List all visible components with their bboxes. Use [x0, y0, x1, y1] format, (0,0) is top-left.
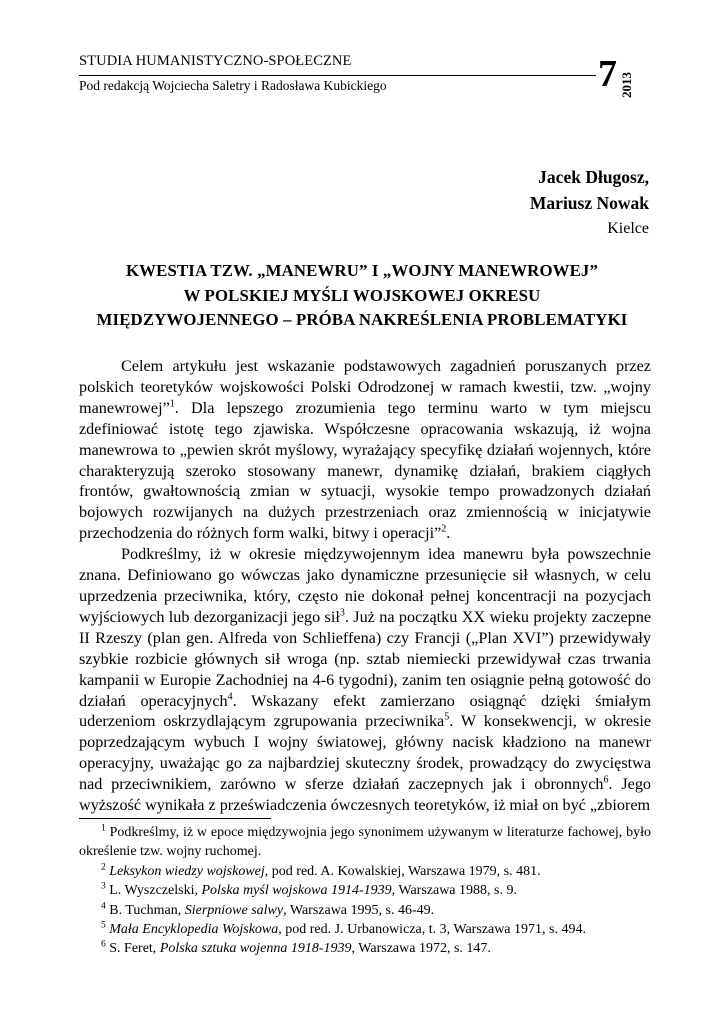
footnote-text: , Warszawa 1972, s. 147. [351, 941, 491, 957]
p1-text-b: . Dla lepszego zrozumienia tego terminu warto w tym miejscu zdefiniować istotę tego zjawiska. Współczesne opracowania wskazują, iż wojna manewrowa to „pewien skrót myślowy, wyrażający specyfikę działań wojennych, które charakteryzują szeroko stosowany manewr, dynamikę działań, brakiem ciągłych frontów, gwałtownością zmian w sytuacji, wysokie tempo prowadzonych działań bojowych rozwijanych na dużych przestrzeniach oraz zmiennością w inicjatywie przechodzenia do różnych form walki, bitwy i operacji” [79, 398, 651, 543]
footnote-ref-4[interactable]: 4 [227, 691, 233, 703]
author-city: Kielce [607, 220, 649, 237]
footnote-italic: Sierpniowe salwy [184, 902, 284, 918]
issue-number: 7 [598, 53, 617, 95]
footnote-number: 5 [101, 920, 106, 931]
footnote [79, 939, 651, 958]
running-header [79, 52, 641, 70]
p2-text-d: . W konsekwencji, w okresie poprzedzającym wybuch I wojny światowej, główny nacisk kładziono na manewr operacyjny, uważając go za najbardziej skuteczny środek, prowadzący do zwycięstwa nad przeciwnikiem, zarówno w sferze działań zaczepnych jak i obronnych [79, 712, 652, 794]
paragraph-2 [79, 544, 651, 816]
footnote [79, 823, 651, 862]
footnote-separator [79, 818, 271, 819]
issue-year-wrap [619, 72, 636, 138]
footnote-ref-5[interactable]: 5 [444, 712, 450, 724]
editors-line: Pod redakcją Wojciecha Saletry i Radosława Kubickiego [79, 78, 387, 93]
footnote [79, 920, 651, 939]
footnote-ref-1[interactable]: 1 [169, 398, 175, 410]
footnote-number: 2 [101, 862, 106, 873]
footnote-number: 6 [101, 939, 106, 950]
footnote-text: Podkreślmy, iż w epoce międzywojnia jego synonimem używanym w literaturze fachowej, było określenie tzw. wojny ruchomej. [79, 825, 651, 860]
p2-text-c: . Wskazany efekt zamierzano osiągnąć dzięki śmiałym uderzeniom oskrzydlającym zgrupowania przeciwnika [79, 691, 651, 731]
author-1: Jacek Długosz, [538, 167, 649, 187]
footnote-text: , pod red. J. Urbanowicza, t. 3, Warszawa 1971, s. 494. [278, 922, 586, 938]
article-body [79, 356, 651, 816]
footnote [79, 862, 651, 881]
p1-text-c: . [446, 524, 451, 543]
footnote-text: S. Feret, [109, 941, 160, 957]
footnote-text: B. Tuchman, [109, 902, 185, 918]
title-line-1: KWESTIA TZW. „MANEWRU” I „WOJNY MANEWROWEJ” [125, 261, 599, 280]
footnote [79, 881, 651, 900]
footnote-number: 4 [101, 900, 106, 911]
p2-text-a: Podkreślmy, iż w okresie międzywojennym idea manewru była powszechnie znana. Definiowano go wówczas jako dynamiczne przesunięcie sił własnych, w celu uprzedzenia przeciwnika, który, często nie dokonał pełnej koncentracji na pozycjach wyjściowych lub dezorganizacji jego sił [79, 545, 651, 626]
footnotes [79, 823, 651, 959]
p2-text-b: . Już na początku XX wieku projekty zaczepne II Rzeszy (plan gen. Alfreda von Schlieffena) czy Francji („Plan XVI”) przewidywały szybkie rozbicie głównych sił wroga (np. sztab niemiecki przewidywał czas trwania kampanii w Europie Zachodniej na 4-6 tygodni), zanim ten osiągnie pełną gotowość do działań operacyjnych [79, 607, 652, 710]
footnote-number: 3 [101, 881, 106, 892]
footnote-text: , Warszawa 1988, s. 9. [391, 883, 517, 899]
footnote-text: , Warszawa 1995, s. 46-49. [283, 902, 435, 918]
footnote-number: 1 [101, 823, 106, 834]
footnote [79, 901, 651, 920]
footnote-italic: Polska myśl wojskowa 1914-1939 [201, 883, 392, 899]
footnote-italic: Leksykon wiedzy wojskowej [109, 863, 265, 879]
author-2: Mariusz Nowak [529, 193, 649, 213]
p1-text-a: Celem artykułu jest wskazanie podstawowych zagadnień poruszanych przez polskich teoretyków wojskowości Polski Odrodzonej w ramach kwestii, tzw. „wojny manewrowej” [79, 357, 651, 417]
footnote-italic: Mała Encyklopedia Wojskowa [109, 922, 279, 938]
footnote-ref-3[interactable]: 3 [339, 607, 345, 619]
footnote-text: , pod red. A. Kowalskiej, Warszawa 1979, s. 481. [264, 863, 541, 879]
journal-title: STUDIA HUMANISTYCZNO-SPOŁECZNE [79, 53, 352, 69]
p2-text-e: . Jego wyższość wynikała z przeświadczenia ówczesnych teoretyków, iż miał on być „zbiorem [79, 775, 652, 815]
footnote-ref-2[interactable]: 2 [441, 523, 447, 535]
title-line-3: MIĘDZYWOJENNEGO – PRÓBA NAKREŚLENIA PROBLEMATYKI [96, 310, 628, 330]
footnote-text: L. Wyszczelski, [109, 883, 202, 899]
issue-year: 2013 [619, 72, 634, 98]
paragraph-1 [79, 356, 651, 544]
header-rule [79, 75, 596, 76]
footnote-italic: Polska sztuka wojenna 1918-1939 [159, 941, 352, 957]
authors-block [530, 164, 649, 242]
footnote-ref-6[interactable]: 6 [603, 774, 609, 786]
title-line-2: W POLSKIEJ MYŚLI WOJSKOWEJ OKRESU [183, 285, 541, 305]
article-title [74, 259, 650, 333]
